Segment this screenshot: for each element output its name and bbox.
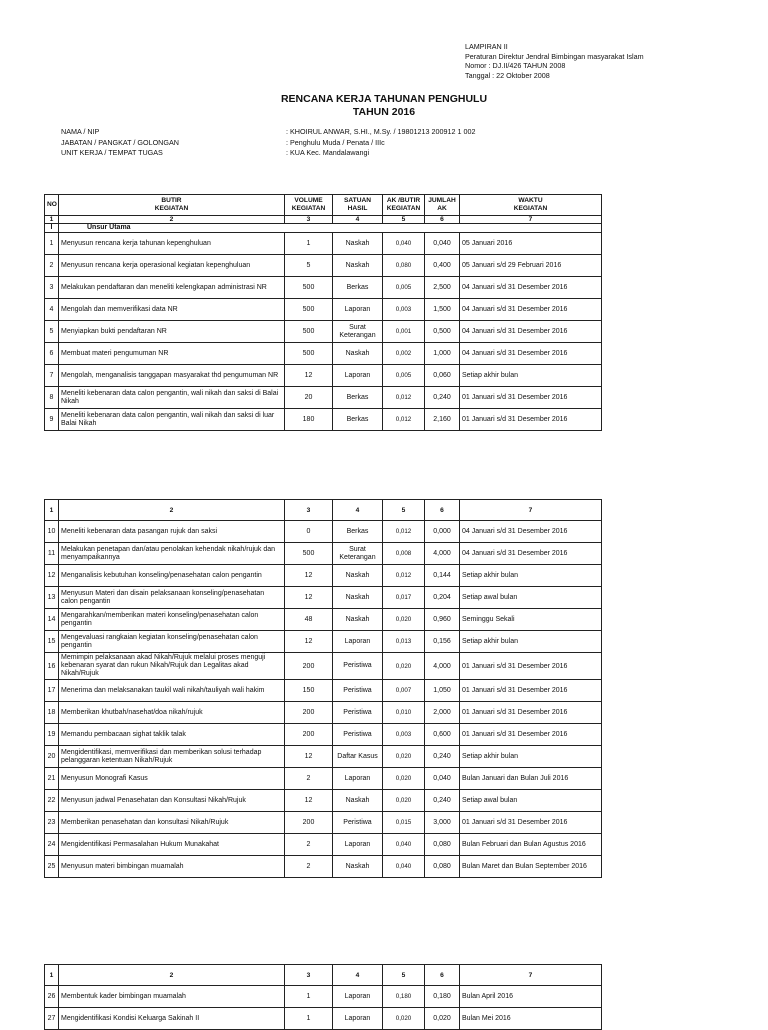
table-row: [45, 609, 602, 631]
row-jumlah-ak: 1,050: [425, 680, 460, 702]
row-ak-butir: 0,040: [383, 233, 425, 255]
table-row: [45, 277, 602, 299]
row-description: Menyusun jadwal Penasehatan dan Konsultasi Nikah/Rujuk: [59, 790, 285, 812]
row-number: 25: [45, 856, 59, 878]
row-waktu: 01 Januari s/d 31 Desember 2016: [460, 387, 602, 409]
table-row: [45, 543, 602, 565]
table-row: [45, 631, 602, 653]
row-description: Memimpin pelaksanaan akad Nikah/Rujuk melalui proses menguji kebenaran syarat dan rukun Nikah/Rujuk dan Legalitas akad Nikah/Rujuk: [59, 653, 285, 680]
row-number: 17: [45, 680, 59, 702]
row-number: 27: [45, 1008, 59, 1030]
row-satuan: Peristiwa: [333, 702, 383, 724]
table-row: [45, 387, 602, 409]
row-number: 11: [45, 543, 59, 565]
row-description: Memberikan khutbah/nasehat/doa nikah/rujuk: [59, 702, 285, 724]
row-volume: 1: [285, 986, 333, 1008]
row-jumlah-ak: 0,240: [425, 387, 460, 409]
row-jumlah-ak: 0,180: [425, 986, 460, 1008]
row-volume: 2: [285, 856, 333, 878]
row-waktu: 01 Januari s/d 31 Desember 2016: [460, 680, 602, 702]
row-waktu: 04 Januari s/d 31 Desember 2016: [460, 543, 602, 565]
row-satuan: Laporan: [333, 834, 383, 856]
row-jumlah-ak: 2,500: [425, 277, 460, 299]
row-ak-butir: 0,017: [383, 587, 425, 609]
activity-table-page3: [44, 964, 602, 1030]
row-jumlah-ak: 0,204: [425, 587, 460, 609]
header-jumlah: JUMLAH AK: [425, 195, 460, 216]
column-number-row: 1 2 3 4 5 6 7: [45, 216, 602, 224]
row-satuan: Berkas: [333, 277, 383, 299]
row-description: Meneliti kebenaran data pasangan rujuk dan saksi: [59, 521, 285, 543]
row-volume: 500: [285, 543, 333, 565]
row-jumlah-ak: 0,500: [425, 321, 460, 343]
column-number-row: 1 2 3 4 5 6 7: [45, 965, 602, 986]
row-description: Melakukan pendaftaran dan meneliti kelengkapan administrasi NR: [59, 277, 285, 299]
table-header-row: [45, 195, 602, 216]
row-ak-butir: 0,012: [383, 387, 425, 409]
row-number: 7: [45, 365, 59, 387]
row-description: Mengidentifikasi Kondisi Keluarga Sakinah II: [59, 1008, 285, 1030]
row-jumlah-ak: 0,400: [425, 255, 460, 277]
row-satuan: Laporan: [333, 986, 383, 1008]
row-ak-butir: 0,003: [383, 299, 425, 321]
row-description: Membentuk kader bimbingan muamalah: [59, 986, 285, 1008]
row-volume: 12: [285, 587, 333, 609]
unit-label: UNIT KERJA / TEMPAT TUGAS: [61, 148, 163, 157]
row-description: Melakukan penetapan dan/atau penolakan kehendak nikah/rujuk dan menyampaikannya: [59, 543, 285, 565]
row-jumlah-ak: 0,040: [425, 233, 460, 255]
row-jumlah-ak: 0,040: [425, 768, 460, 790]
row-volume: 12: [285, 790, 333, 812]
row-volume: 1: [285, 233, 333, 255]
unsur-no: I: [45, 224, 59, 233]
row-number: 4: [45, 299, 59, 321]
row-waktu: 01 Januari s/d 31 Desember 2016: [460, 724, 602, 746]
row-waktu: Bulan Mei 2016: [460, 1008, 602, 1030]
row-number: 6: [45, 343, 59, 365]
row-jumlah-ak: 3,000: [425, 812, 460, 834]
row-ak-butir: 0,020: [383, 746, 425, 768]
row-satuan: Laporan: [333, 631, 383, 653]
row-number: 1: [45, 233, 59, 255]
table-row: [45, 724, 602, 746]
row-ak-butir: 0,040: [383, 834, 425, 856]
jabatan-label: JABATAN / PANGKAT / GOLONGAN: [61, 137, 179, 147]
row-waktu: Seminggu Sekali: [460, 609, 602, 631]
row-ak-butir: 0,005: [383, 365, 425, 387]
row-number: 5: [45, 321, 59, 343]
table-row: [45, 255, 602, 277]
row-volume: 5: [285, 255, 333, 277]
row-volume: 200: [285, 653, 333, 680]
document-title: RENCANA KERJA TAHUNAN PENGHULU: [280, 93, 488, 105]
row-ak-butir: 0,020: [383, 609, 425, 631]
row-jumlah-ak: 0,000: [425, 521, 460, 543]
row-description: Menyusun Monografi Kasus: [59, 768, 285, 790]
row-satuan: Naskah: [333, 790, 383, 812]
row-satuan: Naskah: [333, 255, 383, 277]
row-ak-butir: 0,180: [383, 986, 425, 1008]
table-row: [45, 233, 602, 255]
row-volume: 500: [285, 299, 333, 321]
row-description: Memandu pembacaan sighat taklik talak: [59, 724, 285, 746]
table-row: [45, 587, 602, 609]
row-jumlah-ak: 0,240: [425, 790, 460, 812]
row-number: 21: [45, 768, 59, 790]
header-waktu: WAKTU KEGIATAN: [460, 195, 602, 216]
row-description: Mengevaluasi rangkaian kegiatan konseling/penasehatan calon pengantin: [59, 631, 285, 653]
row-volume: 20: [285, 387, 333, 409]
row-jumlah-ak: 0,144: [425, 565, 460, 587]
row-waktu: 04 Januari s/d 31 Desember 2016: [460, 343, 602, 365]
row-waktu: 04 Januari s/d 31 Desember 2016: [460, 321, 602, 343]
table-row: [45, 343, 602, 365]
lampiran-title: LAMPIRAN II: [465, 42, 508, 51]
row-volume: 48: [285, 609, 333, 631]
row-waktu: 01 Januari s/d 31 Desember 2016: [460, 812, 602, 834]
row-volume: 12: [285, 746, 333, 768]
row-number: 10: [45, 521, 59, 543]
row-waktu: 05 Januari 2016: [460, 233, 602, 255]
table-row: [45, 768, 602, 790]
row-waktu: 05 Januari s/d 29 Februari 2016: [460, 255, 602, 277]
table-row: [45, 1008, 602, 1030]
row-satuan: Peristiwa: [333, 653, 383, 680]
activity-table-page2: [44, 499, 602, 878]
row-ak-butir: 0,010: [383, 702, 425, 724]
row-jumlah-ak: 4,000: [425, 543, 460, 565]
row-waktu: 04 Januari s/d 31 Desember 2016: [460, 299, 602, 321]
row-jumlah-ak: 0,020: [425, 1008, 460, 1030]
row-waktu: Setiap awal bulan: [460, 790, 602, 812]
table-row: [45, 790, 602, 812]
row-volume: 500: [285, 321, 333, 343]
row-satuan: Naskah: [333, 343, 383, 365]
table-row: [45, 986, 602, 1008]
row-number: 15: [45, 631, 59, 653]
table-row: [45, 812, 602, 834]
header-butir: BUTIR KEGIATAN: [59, 195, 285, 216]
row-jumlah-ak: 0,060: [425, 365, 460, 387]
row-volume: 180: [285, 409, 333, 431]
row-satuan: Laporan: [333, 365, 383, 387]
row-waktu: Setiap akhir bulan: [460, 746, 602, 768]
row-description: Mengolah, menganalisis tanggapan masyarakat thd pengumuman NR: [59, 365, 285, 387]
row-ak-butir: 0,020: [383, 653, 425, 680]
document-year: TAHUN 2016: [352, 106, 416, 118]
row-jumlah-ak: 4,000: [425, 653, 460, 680]
row-waktu: Bulan Februari dan Bulan Agustus 2016: [460, 834, 602, 856]
row-number: 9: [45, 409, 59, 431]
table-row: [45, 856, 602, 878]
row-ak-butir: 0,020: [383, 1008, 425, 1030]
row-waktu: 04 Januari s/d 31 Desember 2016: [460, 277, 602, 299]
row-description: Menerima dan melaksanakan taukil wali nikah/tauliyah wali hakim: [59, 680, 285, 702]
row-description: Meneliti kebenaran data calon pengantin, wali nikah dan saksi di Balai Nikah: [59, 387, 285, 409]
row-number: 20: [45, 746, 59, 768]
table-row: [45, 702, 602, 724]
row-description: Menyusun rencana kerja tahunan kepenghuluan: [59, 233, 285, 255]
row-description: Menyusun Materi dan disain pelaksanaan konseling/penasehatan calon pengantin: [59, 587, 285, 609]
row-ak-butir: 0,080: [383, 255, 425, 277]
row-ak-butir: 0,020: [383, 768, 425, 790]
row-ak-butir: 0,040: [383, 856, 425, 878]
table-row: [45, 653, 602, 680]
row-waktu: 01 Januari s/d 31 Desember 2016: [460, 653, 602, 680]
row-ak-butir: 0,008: [383, 543, 425, 565]
column-number-row: 1 2 3 4 5 6 7: [45, 500, 602, 521]
row-number: 14: [45, 609, 59, 631]
unsur-row: [45, 224, 602, 233]
row-description: Menganalisis kebutuhan konseling/penasehatan calon pengantin: [59, 565, 285, 587]
row-satuan: Laporan: [333, 768, 383, 790]
row-waktu: Setiap akhir bulan: [460, 365, 602, 387]
lampiran-regulation: Peraturan Direktur Jendral Bimbingan masyarakat Islam: [465, 51, 644, 61]
row-jumlah-ak: 2,160: [425, 409, 460, 431]
row-volume: 150: [285, 680, 333, 702]
row-satuan: Berkas: [333, 409, 383, 431]
table-row: [45, 299, 602, 321]
row-number: 2: [45, 255, 59, 277]
row-description: Menyiapkan bukti pendaftaran NR: [59, 321, 285, 343]
row-waktu: Bulan April 2016: [460, 986, 602, 1008]
row-description: Mengarahkan/memberikan materi konseling/penasehatan calon pengantin: [59, 609, 285, 631]
row-ak-butir: 0,015: [383, 812, 425, 834]
row-ak-butir: 0,003: [383, 724, 425, 746]
row-jumlah-ak: 0,156: [425, 631, 460, 653]
header-volume: VOLUME KEGIATAN: [285, 195, 333, 216]
row-number: 26: [45, 986, 59, 1008]
row-number: 22: [45, 790, 59, 812]
row-waktu: Bulan Maret dan Bulan September 2016: [460, 856, 602, 878]
row-number: 3: [45, 277, 59, 299]
row-satuan: Peristiwa: [333, 680, 383, 702]
row-volume: 500: [285, 343, 333, 365]
row-number: 18: [45, 702, 59, 724]
header-satuan: SATUAN HASIL: [333, 195, 383, 216]
row-satuan: Berkas: [333, 521, 383, 543]
row-number: 23: [45, 812, 59, 834]
lampiran-date: Tanggal : 22 Oktober 2008: [465, 70, 550, 80]
row-description: Mengidentifikasi Permasalahan Hukum Munakahat: [59, 834, 285, 856]
row-satuan: Laporan: [333, 299, 383, 321]
row-volume: 2: [285, 834, 333, 856]
row-jumlah-ak: 2,000: [425, 702, 460, 724]
row-waktu: 01 Januari s/d 31 Desember 2016: [460, 702, 602, 724]
row-satuan: Daftar Kasus: [333, 746, 383, 768]
row-waktu: Setiap akhir bulan: [460, 565, 602, 587]
nama-label: NAMA / NIP: [61, 127, 100, 136]
row-number: 8: [45, 387, 59, 409]
row-number: 19: [45, 724, 59, 746]
row-number: 12: [45, 565, 59, 587]
row-volume: 12: [285, 565, 333, 587]
row-ak-butir: 0,002: [383, 343, 425, 365]
row-jumlah-ak: 0,960: [425, 609, 460, 631]
row-jumlah-ak: 1,500: [425, 299, 460, 321]
nama-value: : KHOIRUL ANWAR, S.HI., M.Sy. / 19801213 200912 1 002: [286, 127, 476, 136]
table-row: [45, 746, 602, 768]
row-description: Meneliti kebenaran data calon pengantin, wali nikah dan saksi di luar Balai Nikah: [59, 409, 285, 431]
row-number: 16: [45, 653, 59, 680]
row-volume: 12: [285, 631, 333, 653]
row-satuan: Naskah: [333, 233, 383, 255]
table-row: [45, 521, 602, 543]
row-jumlah-ak: 0,240: [425, 746, 460, 768]
row-volume: 500: [285, 277, 333, 299]
row-jumlah-ak: 0,600: [425, 724, 460, 746]
row-satuan: Peristiwa: [333, 724, 383, 746]
row-satuan: Naskah: [333, 565, 383, 587]
row-description: Menyusun materi bimbingan muamalah: [59, 856, 285, 878]
row-ak-butir: 0,012: [383, 409, 425, 431]
table-row: [45, 680, 602, 702]
row-ak-butir: 0,001: [383, 321, 425, 343]
row-waktu: Setiap awal bulan: [460, 587, 602, 609]
lampiran-block: [465, 42, 644, 80]
table-row: [45, 834, 602, 856]
row-volume: 200: [285, 702, 333, 724]
row-waktu: 04 Januari s/d 31 Desember 2016: [460, 521, 602, 543]
row-volume: 12: [285, 365, 333, 387]
row-satuan: Surat Keterangan: [333, 543, 383, 565]
unit-value: : KUA Kec. Mandalawangi: [286, 148, 370, 157]
row-ak-butir: 0,020: [383, 790, 425, 812]
row-volume: 200: [285, 812, 333, 834]
lampiran-number: Nomor : DJ.II/426 TAHUN 2008: [465, 61, 566, 70]
row-ak-butir: 0,013: [383, 631, 425, 653]
row-satuan: Naskah: [333, 587, 383, 609]
row-satuan: Surat Keterangan: [333, 321, 383, 343]
row-number: 13: [45, 587, 59, 609]
row-ak-butir: 0,005: [383, 277, 425, 299]
row-volume: 200: [285, 724, 333, 746]
row-ak-butir: 0,012: [383, 521, 425, 543]
row-volume: 1: [285, 1008, 333, 1030]
row-jumlah-ak: 0,080: [425, 856, 460, 878]
header-ak: AK /BUTIR KEGIATAN: [383, 195, 425, 216]
table-row: [45, 409, 602, 431]
row-description: Mengolah dan memverifikasi data NR: [59, 299, 285, 321]
row-number: 24: [45, 834, 59, 856]
table-row: [45, 565, 602, 587]
table-row: [45, 365, 602, 387]
row-description: Mengidentifikasi, memverifikasi dan memberikan solusi terhadap pelanggaran ketentuan Nikah/Rujuk: [59, 746, 285, 768]
row-description: Membuat materi pengumuman NR: [59, 343, 285, 365]
row-description: Menyusun rencana kerja operasional kegiatan kepenghuluan: [59, 255, 285, 277]
row-ak-butir: 0,012: [383, 565, 425, 587]
row-jumlah-ak: 0,080: [425, 834, 460, 856]
unsur-label: Unsur Utama: [59, 224, 602, 233]
jabatan-value: : Penghulu Muda / Penata / IIIc: [286, 137, 385, 147]
row-ak-butir: 0,007: [383, 680, 425, 702]
header-no: NO: [45, 195, 59, 216]
row-satuan: Peristiwa: [333, 812, 383, 834]
row-volume: 0: [285, 521, 333, 543]
row-description: Memberikan penasehatan dan konsultasi Nikah/Rujuk: [59, 812, 285, 834]
row-satuan: Naskah: [333, 856, 383, 878]
row-satuan: Berkas: [333, 387, 383, 409]
row-jumlah-ak: 1,000: [425, 343, 460, 365]
row-waktu: Bulan Januari dan Bulan Juli 2016: [460, 768, 602, 790]
table-row: [45, 321, 602, 343]
row-satuan: Laporan: [333, 1008, 383, 1030]
row-waktu: Setiap akhir bulan: [460, 631, 602, 653]
row-waktu: 01 Januari s/d 31 Desember 2016: [460, 409, 602, 431]
row-satuan: Naskah: [333, 609, 383, 631]
identity-block: [61, 127, 476, 159]
row-volume: 2: [285, 768, 333, 790]
activity-table-page1: [44, 194, 602, 431]
